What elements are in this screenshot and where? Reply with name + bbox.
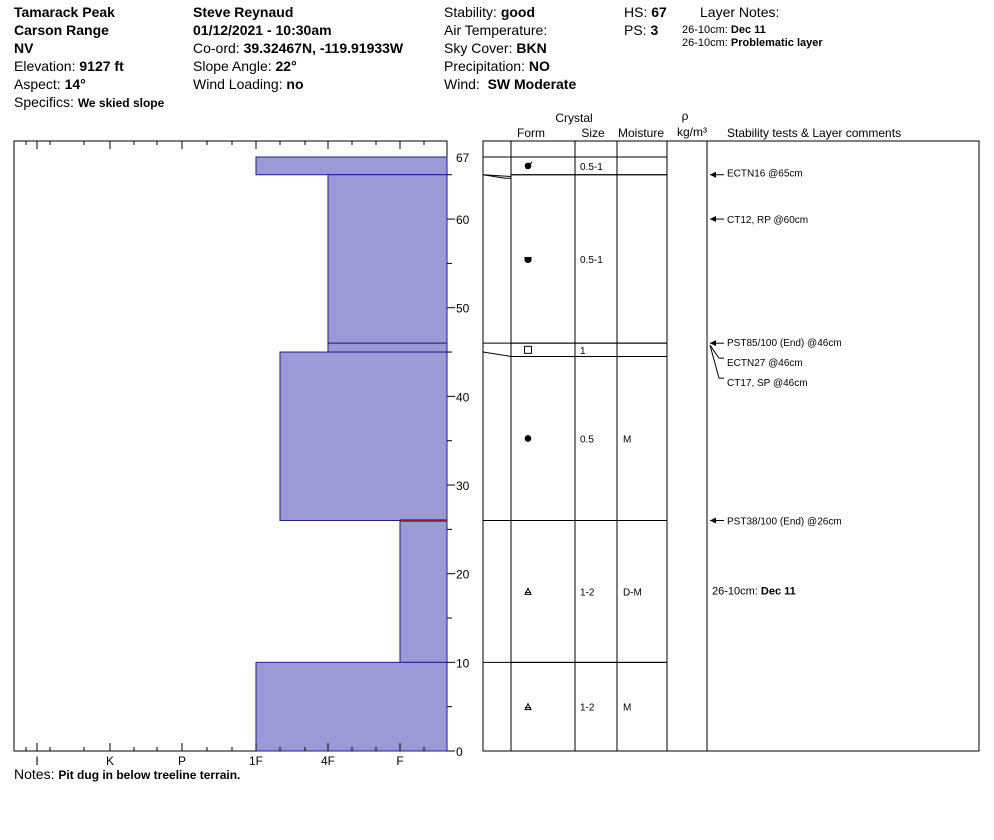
site-state: NV xyxy=(14,40,34,56)
size-header: Size xyxy=(581,126,605,140)
hs-label: HS: xyxy=(624,4,648,20)
site-range: Carson Range xyxy=(14,22,109,38)
depth-tick-label: 10 xyxy=(456,656,470,671)
stability-test-label: PST38/100 (End) @26cm xyxy=(727,516,842,528)
column-headers xyxy=(517,109,901,140)
layer-comment-range: 26-10cm: xyxy=(712,585,761,598)
moisture-value: M xyxy=(623,702,632,714)
crystal-size: 0.5-1 xyxy=(580,254,603,266)
sky-value: BKN xyxy=(516,40,547,56)
hardness-label-i: I xyxy=(35,754,39,768)
precip-label: Precipitation: xyxy=(444,58,525,74)
observer-name: Steve Reynaud xyxy=(193,4,294,20)
depth-tick-label: 0 xyxy=(456,745,463,759)
coord-value: 39.32467N, -119.91933W xyxy=(243,40,404,56)
layer-note-1-text: Dec 11 xyxy=(730,24,766,36)
wind-loading-label: Wind Loading: xyxy=(193,76,283,92)
notes-value: Pit dug in below treeline terrain. xyxy=(58,768,241,782)
layer-note-2-text: Problematic layer xyxy=(730,37,823,49)
moisture-value: D-M xyxy=(623,587,642,599)
slope-label: Slope Angle: xyxy=(193,58,272,74)
moisture-header: Moisture xyxy=(617,126,665,140)
stability-test-label: PST85/100 (End) @46cm xyxy=(727,338,842,350)
layer-comment xyxy=(712,585,796,597)
crystal-form-rounding-facet-icon xyxy=(525,257,532,263)
depth-tick-label: 60 xyxy=(456,213,470,228)
hardness-label-p: P xyxy=(177,754,187,768)
slope-value: 22° xyxy=(275,58,297,74)
stability-value: good xyxy=(500,4,536,20)
crystal-size: 1 xyxy=(580,345,586,357)
aspect-label: Aspect: xyxy=(14,76,61,92)
layer-notes-title: Layer Notes: xyxy=(700,4,780,20)
layer-note-1-range: 26-10cm: xyxy=(682,24,728,36)
comments-header: Stability tests & Layer comments xyxy=(727,126,902,140)
hardness-label-1f: 1F xyxy=(248,754,264,768)
sky-label: Sky Cover: xyxy=(444,40,513,56)
form-header: Form xyxy=(517,126,545,140)
depth-tick-label: 30 xyxy=(456,479,470,494)
ps-value: 3 xyxy=(650,22,659,38)
hardness-layer-1 xyxy=(256,157,447,175)
density-unit: kg/m³ xyxy=(677,125,707,139)
notes-label: Notes: xyxy=(14,766,55,782)
precip-value: NO xyxy=(528,58,550,74)
elevation-label: Elevation: xyxy=(14,58,76,74)
hardness-layer-2 xyxy=(328,175,447,343)
stability-test-label: CT12, RP @60cm xyxy=(727,215,809,227)
crystal-size: 1-2 xyxy=(580,587,595,599)
elevation-value: 9127 ft xyxy=(79,58,124,74)
specifics-value: We skied slope xyxy=(77,96,165,110)
stratigraphy-panel xyxy=(483,141,979,751)
specifics-label: Specifics: xyxy=(14,94,74,110)
stability-test-label: ECTN16 @65cm xyxy=(727,168,803,180)
hardness-layer-4 xyxy=(280,352,447,520)
crystal-form-rounded-icon xyxy=(525,435,532,442)
wind-label: Wind: xyxy=(444,76,480,92)
depth-tick-label: 20 xyxy=(456,567,470,582)
site-name: Tamarack Peak xyxy=(14,4,115,20)
stratigraphy-frame xyxy=(483,141,979,751)
wind-loading-value: no xyxy=(286,76,304,92)
hardness-layer-5 xyxy=(400,520,447,662)
crystal-header: Crystal xyxy=(555,111,593,125)
aspect-value: 14° xyxy=(64,76,86,92)
layer-note-2-range: 26-10cm: xyxy=(682,37,728,49)
observation-datetime: 01/12/2021 - 10:30am xyxy=(193,22,332,38)
hardness-label-k: K xyxy=(105,754,115,768)
moisture-value: M xyxy=(623,434,632,446)
crystal-size: 1-2 xyxy=(580,702,595,714)
coord-label: Co-ord: xyxy=(193,40,240,56)
ps-label: PS: xyxy=(624,22,647,38)
hardness-label-f: F xyxy=(396,754,404,768)
crystal-size: 0.5-1 xyxy=(580,161,603,173)
depth-tick-label: 40 xyxy=(456,390,470,405)
density-symbol: ρ xyxy=(681,109,689,123)
air-temp-label: Air Temperature: xyxy=(444,22,548,38)
hardness-panel xyxy=(14,141,470,768)
depth-tick-label: 67 xyxy=(456,151,470,165)
hardness-layer-6 xyxy=(256,662,447,751)
stability-test-label: CT17, SP @46cm xyxy=(727,378,808,390)
hardness-layer-3 xyxy=(328,343,447,352)
stability-test-label: ECTN27 @46cm xyxy=(727,358,803,370)
depth-tick-label: 50 xyxy=(456,301,470,316)
layer-comment-text: Dec 11 xyxy=(760,585,796,598)
crystal-size: 0.5 xyxy=(580,434,594,446)
stability-label: Stability: xyxy=(444,4,497,20)
hs-value: 67 xyxy=(651,4,667,20)
wind-value: SW Moderate xyxy=(487,76,577,92)
hardness-label-4f: 4F xyxy=(320,754,336,768)
